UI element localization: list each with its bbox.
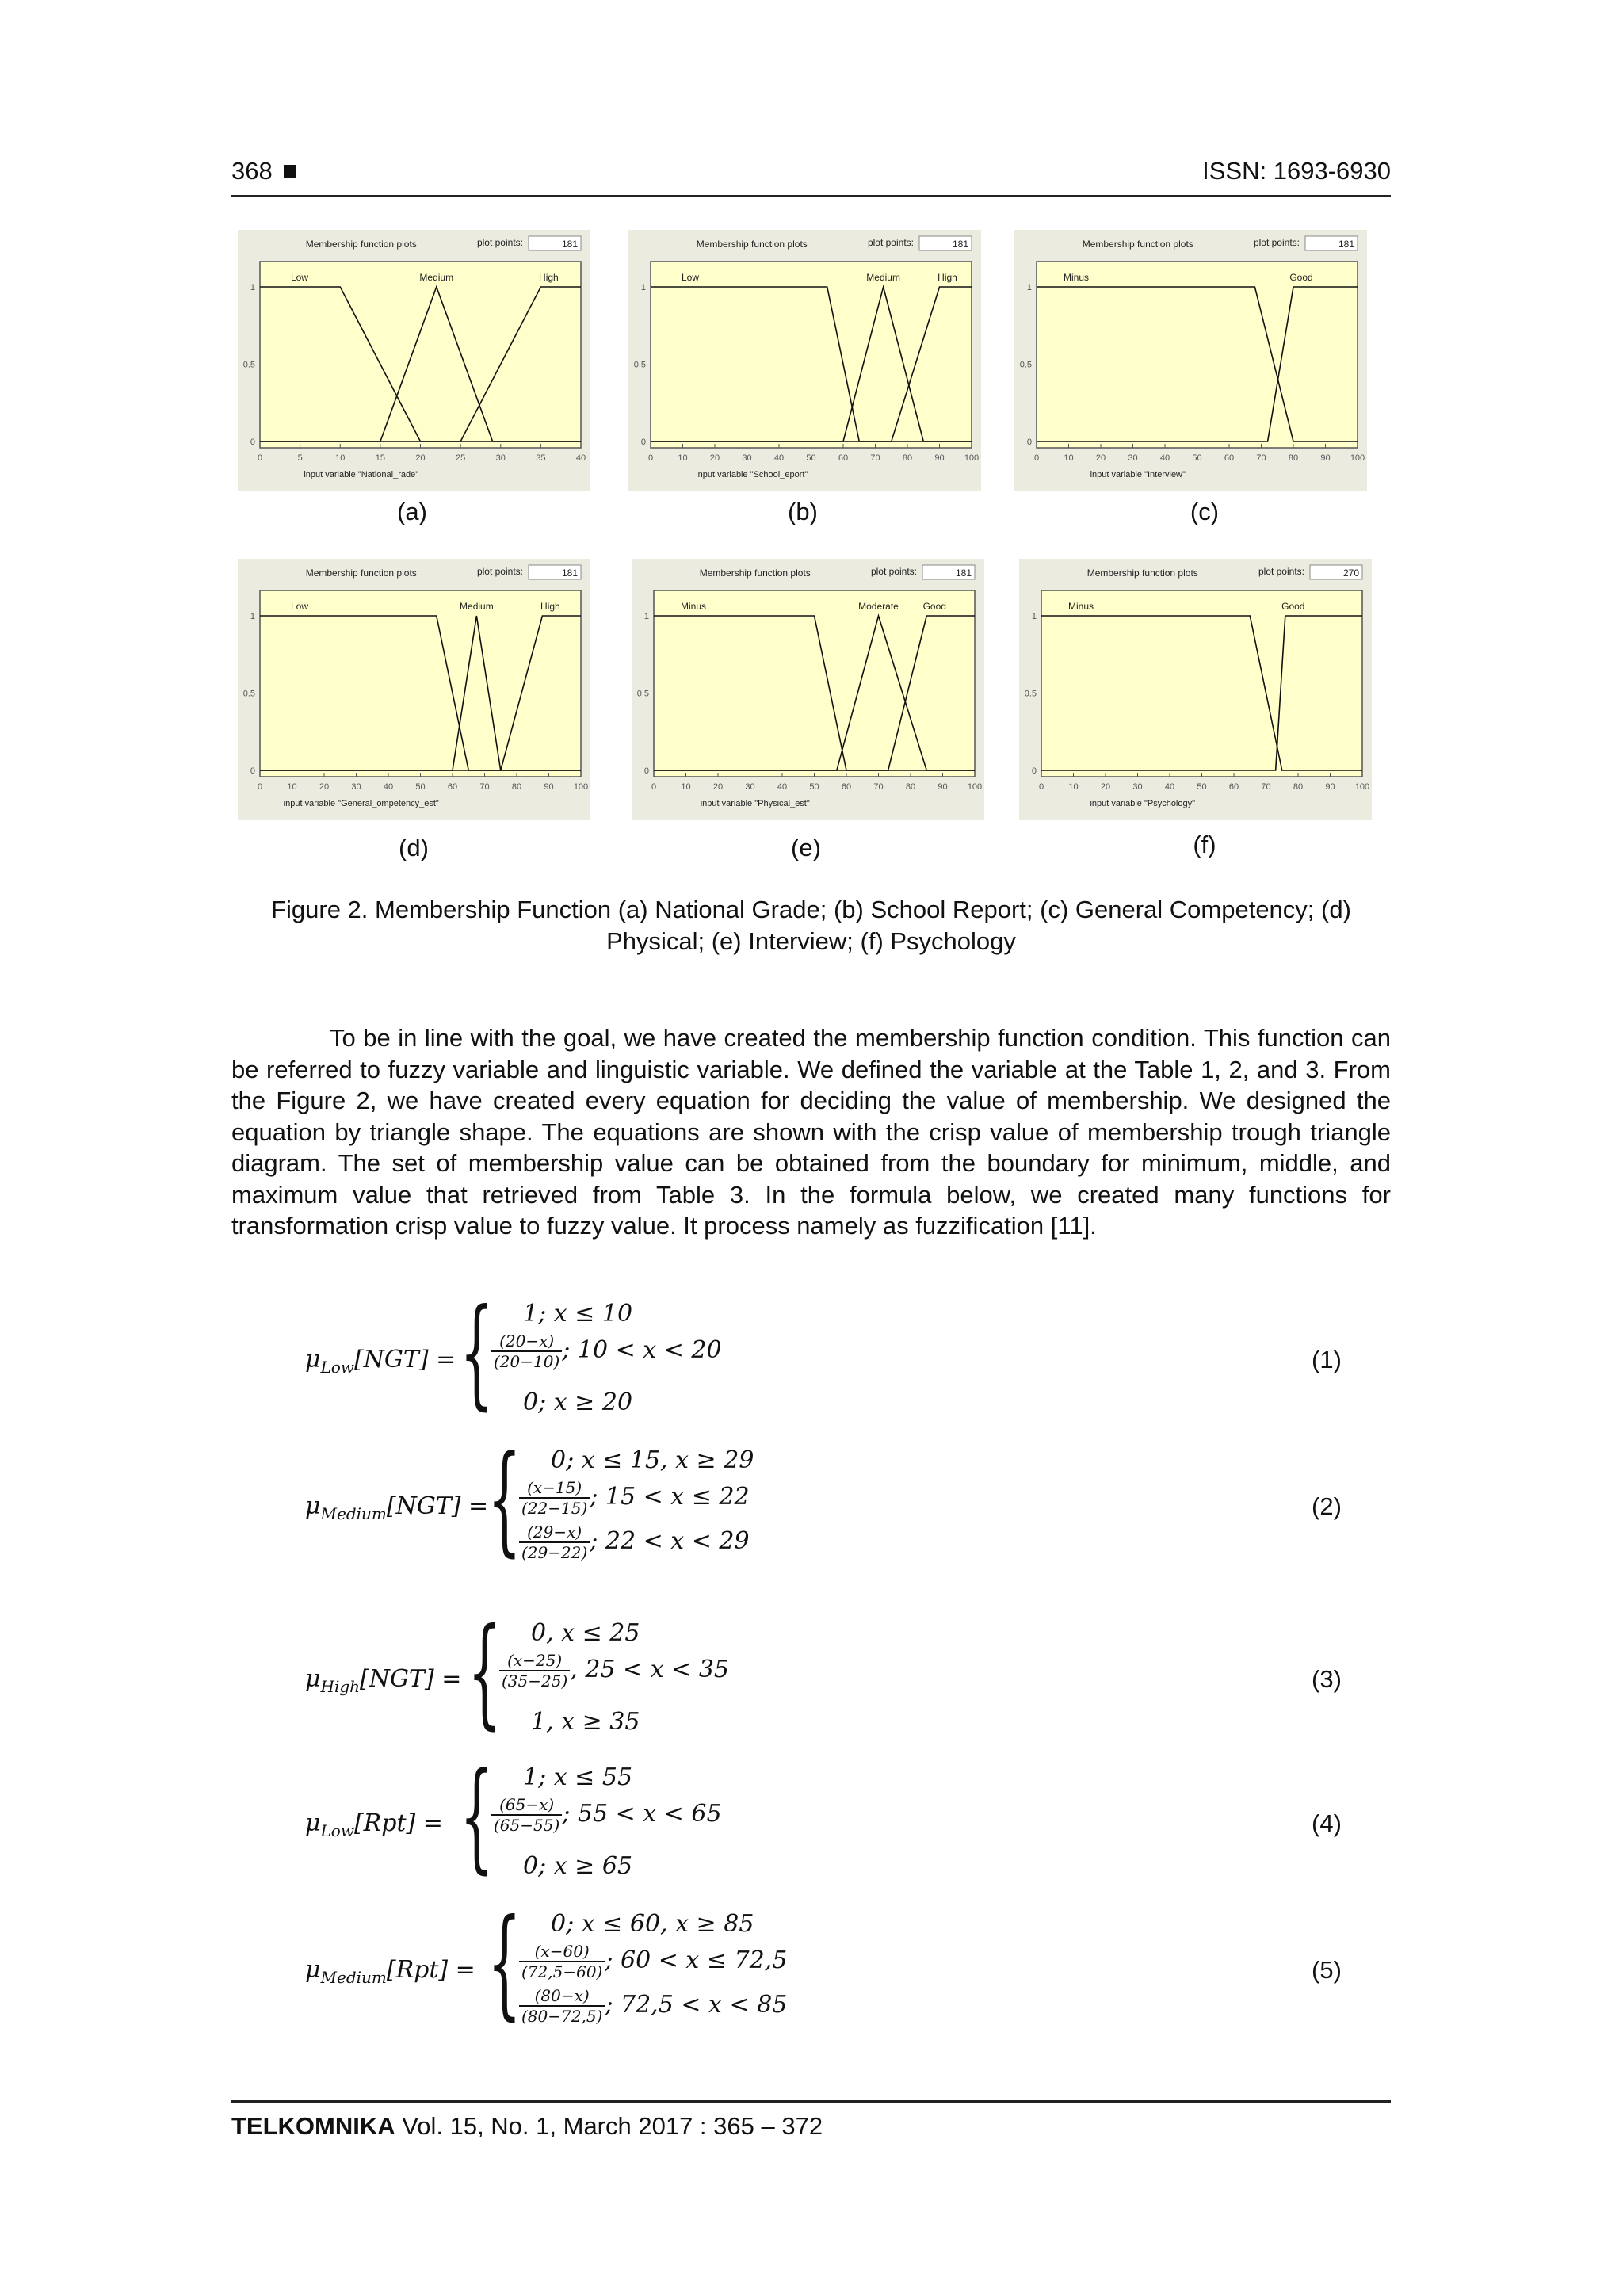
body-paragraph: To be in line with the goal, we have created the membership function condition. This function can be referred to fuzzy variable and linguistic variable. We defined the variable at the Table 1, 2, and 3. From the Figure 2, we have created every equation for deciding the value of membership. We designed the equation by triangle shape. The equations are shown with the crisp value of membership trough triangle diagram. The set of membership value can be obtained from the boundary for minimum, middle, and maximum value that retrieved from Table 3. In the formula below, we created many functions for transformation crisp value to fuzzy value. It process namely as fuzzification [11].	[231, 1024, 1391, 1240]
x-tick-label: 50	[806, 453, 816, 463]
y-tick-label: 0	[1026, 437, 1032, 447]
x-tick-label: 70	[870, 453, 880, 463]
mf-label: Low	[681, 272, 700, 283]
membership-plot-b	[628, 230, 981, 491]
x-tick-label: 5	[297, 453, 303, 463]
plot-title: Membership function plots	[1086, 567, 1198, 579]
equation-case: $\frac{(65-x)}{(65-55)}$ ; 55 < x < 65	[491, 1795, 722, 1835]
equation-lhs: $\mu_{Low}[NGT]$ =	[305, 1346, 456, 1377]
subfigure-label-c: (c)	[1190, 498, 1220, 525]
x-tick-label: 25	[456, 453, 466, 463]
membership-plot-d	[238, 559, 590, 820]
x-tick-label: 80	[1293, 782, 1304, 792]
equation-case: 1; x ≤ 55	[523, 1763, 633, 1791]
x-tick-label: 100	[967, 782, 983, 792]
x-tick-label: 35	[536, 453, 546, 463]
subfigure-label-e: (e)	[791, 834, 821, 861]
x-tick-label: 60	[447, 782, 458, 792]
x-tick-label: 0	[257, 782, 263, 792]
x-tick-label: 0	[647, 453, 654, 463]
y-tick-label: 0	[643, 766, 649, 776]
equation-case: 1; x ≤ 10	[523, 1300, 633, 1328]
equation-case: $\frac{(x-15)}{(22-15)}$ ; 15 < x ≤ 22	[519, 1478, 750, 1518]
plot-points-value: 270	[1342, 567, 1359, 579]
subfigure-label-d: (d)	[399, 834, 429, 861]
x-tick-label: 10	[678, 453, 688, 463]
membership-plot-a	[238, 230, 590, 491]
x-tick-label: 80	[511, 782, 522, 792]
equation-number: (1)	[1312, 1346, 1342, 1373]
x-tick-label: 0	[651, 782, 657, 792]
plot-points-label: plot points:	[476, 566, 523, 577]
equation-case: 0, x ≤ 25	[531, 1619, 640, 1647]
mf-label: High	[539, 272, 559, 283]
equation-case: 0; x ≤ 60, x ≥ 85	[551, 1910, 754, 1938]
y-tick-label: 1	[640, 283, 646, 292]
x-axis-label: input variable "School_eport"	[696, 470, 808, 479]
y-tick-label: 0.5	[242, 360, 255, 370]
equation-lhs: $\mu_{Low}[Rpt]$ =	[305, 1809, 443, 1840]
page-header	[231, 151, 1391, 197]
x-axis-label: input variable "Interview"	[1090, 470, 1186, 479]
x-tick-label: 90	[938, 782, 948, 792]
equation-case: 0; x ≥ 20	[523, 1389, 633, 1416]
y-tick-label: 1	[250, 612, 255, 621]
y-tick-label: 1	[1026, 283, 1032, 292]
plot-points-value: 181	[955, 567, 972, 579]
x-tick-label: 20	[712, 782, 724, 792]
x-tick-label: 90	[544, 782, 554, 792]
equation-number: (5)	[1312, 1956, 1342, 1984]
x-tick-label: 20	[1095, 453, 1106, 463]
x-tick-label: 100	[1350, 453, 1365, 463]
y-tick-label: 0	[250, 437, 255, 447]
plot-points-label: plot points:	[476, 237, 523, 248]
plot-points-label: plot points:	[870, 566, 917, 577]
mf-label: Medium	[866, 272, 900, 283]
x-tick-label: 30	[351, 782, 361, 792]
equation-case: $\frac{(x-25)}{(35-25)}$ , 25 < x < 35	[499, 1651, 729, 1690]
mf-label: Good	[1281, 601, 1305, 612]
x-tick-label: 30	[742, 453, 752, 463]
mf-label: Good	[922, 601, 946, 612]
y-tick-label: 0.5	[242, 689, 255, 699]
left-brace: {	[460, 1284, 494, 1422]
x-tick-label: 30	[1132, 782, 1143, 792]
x-tick-label: 60	[841, 782, 852, 792]
x-tick-label: 30	[1128, 453, 1138, 463]
equation-case: $\frac{(20-x)}{(20-10)}$ ; 10 < x < 20	[491, 1331, 722, 1371]
mf-label: Medium	[460, 601, 494, 612]
left-brace: {	[487, 1431, 521, 1568]
plot-points-value: 181	[561, 567, 578, 579]
plot-title: Membership function plots	[1082, 239, 1193, 250]
plot-svg-d	[238, 559, 590, 820]
mf-label: Good	[1289, 272, 1313, 283]
x-tick-label: 0	[1033, 453, 1040, 463]
plot-title: Membership function plots	[696, 239, 808, 250]
plot-svg-e	[632, 559, 984, 820]
x-tick-label: 60	[1228, 782, 1239, 792]
page-footer	[231, 2100, 1391, 2140]
x-tick-label: 10	[1068, 782, 1079, 792]
equation-number: (2)	[1312, 1492, 1342, 1520]
subfigure-label-a: (a)	[397, 498, 427, 525]
plot-area	[1037, 262, 1358, 448]
mf-label: Medium	[419, 272, 454, 283]
y-tick-label: 0	[640, 437, 646, 447]
x-tick-label: 20	[319, 782, 330, 792]
x-tick-label: 80	[1288, 453, 1299, 463]
x-tick-label: 40	[575, 453, 586, 463]
x-tick-label: 50	[809, 782, 819, 792]
x-tick-label: 60	[1224, 453, 1235, 463]
figure-caption: Figure 2. Membership Function (a) National Grade; (b) School Report; (c) General Competency; (d) Physical; (e) Interview; (f) Psychology	[271, 896, 1351, 955]
x-tick-label: 10	[681, 782, 691, 792]
equation-case: 0; x ≥ 65	[523, 1852, 633, 1880]
left-brace: {	[487, 1894, 521, 2032]
mf-label: Minus	[680, 601, 707, 612]
membership-plot-c	[1014, 230, 1367, 491]
x-tick-label: 70	[873, 782, 884, 792]
mf-label: Low	[290, 272, 309, 283]
x-tick-label: 40	[773, 453, 785, 463]
plot-svg-a	[238, 230, 590, 491]
x-axis-label: input variable "Physical_est"	[700, 799, 810, 808]
mf-label: Moderate	[858, 601, 899, 612]
x-tick-label: 100	[1354, 782, 1370, 792]
plot-points-label: plot points:	[1253, 237, 1300, 248]
plot-area	[260, 590, 581, 777]
plot-svg-f	[1019, 559, 1372, 820]
x-tick-label: 15	[375, 453, 385, 463]
x-tick-label: 20	[1100, 782, 1111, 792]
x-tick-label: 80	[902, 453, 913, 463]
x-tick-label: 40	[1164, 782, 1175, 792]
plot-points-label: plot points:	[867, 237, 914, 248]
x-tick-label: 50	[1192, 453, 1202, 463]
plot-title: Membership function plots	[305, 239, 417, 250]
left-brace: {	[468, 1603, 502, 1741]
x-tick-label: 10	[335, 453, 346, 463]
equation-case: $\frac{(x-60)}{(72,5-60)}$ ; 60 < x ≤ 72,5	[519, 1942, 787, 1981]
plot-area	[260, 262, 581, 448]
x-tick-label: 100	[573, 782, 589, 792]
y-tick-label: 1	[1031, 612, 1037, 621]
x-tick-label: 40	[777, 782, 788, 792]
x-tick-label: 30	[745, 782, 755, 792]
footer-details: Vol. 15, No. 1, March 2017 : 365 – 372	[395, 2112, 823, 2140]
page-number: 368	[231, 157, 296, 185]
x-axis-label: input variable "National_rade"	[304, 470, 419, 479]
y-tick-label: 0.5	[1019, 360, 1032, 370]
y-tick-label: 0	[1031, 766, 1037, 776]
square-bullet-icon	[284, 165, 296, 178]
equation-number: (3)	[1312, 1665, 1342, 1693]
equation-lhs: $\mu_{Medium}[Rpt]$ =	[305, 1956, 475, 1987]
mf-label: High	[540, 601, 560, 612]
x-tick-label: 70	[1261, 782, 1271, 792]
left-brace: {	[460, 1748, 494, 1885]
equation-case: $\frac{(29-x)}{(29-22)}$ ; 22 < x < 29	[519, 1522, 750, 1562]
plot-points-value: 181	[1338, 239, 1354, 250]
x-tick-label: 40	[383, 782, 394, 792]
x-tick-label: 90	[1320, 453, 1331, 463]
y-tick-label: 1	[643, 612, 649, 621]
x-tick-label: 70	[1256, 453, 1266, 463]
plot-points-value: 181	[952, 239, 968, 250]
plot-points-label: plot points:	[1258, 566, 1304, 577]
mf-label: Low	[290, 601, 309, 612]
x-tick-label: 80	[905, 782, 916, 792]
x-tick-label: 50	[1197, 782, 1207, 792]
plot-title: Membership function plots	[305, 567, 417, 579]
plot-svg-c	[1014, 230, 1367, 491]
y-tick-label: 0	[250, 766, 255, 776]
y-tick-label: 1	[250, 283, 255, 292]
x-tick-label: 0	[1038, 782, 1044, 792]
mf-label: Minus	[1063, 272, 1090, 283]
x-tick-label: 10	[1064, 453, 1074, 463]
x-tick-label: 90	[934, 453, 945, 463]
subfigure-label-b: (b)	[788, 498, 818, 525]
x-tick-label: 100	[964, 453, 980, 463]
x-tick-label: 40	[1159, 453, 1170, 463]
plot-points-value: 181	[561, 239, 578, 250]
x-tick-label: 70	[479, 782, 490, 792]
x-tick-label: 60	[838, 453, 849, 463]
mf-label: High	[938, 272, 957, 283]
x-tick-label: 20	[709, 453, 720, 463]
x-tick-label: 10	[287, 782, 297, 792]
equation-case: $\frac{(80-x)}{(80-72,5)}$ ; 72,5 < x < 85	[519, 1986, 787, 2026]
equation-lhs: $\mu_{Medium}[NGT]$ =	[305, 1492, 489, 1523]
journal-name: TELKOMNIKA	[231, 2112, 395, 2140]
x-tick-label: 0	[257, 453, 263, 463]
plot-area	[651, 262, 972, 448]
subfigure-label-f: (f)	[1193, 831, 1216, 858]
plot-area	[1041, 590, 1362, 777]
equation-lhs: $\mu_{High}[NGT]$ =	[305, 1665, 462, 1696]
x-tick-label: 90	[1325, 782, 1335, 792]
membership-plot-e	[632, 559, 984, 820]
y-tick-label: 0.5	[633, 360, 646, 370]
plot-svg-b	[628, 230, 981, 491]
x-tick-label: 50	[415, 782, 426, 792]
x-axis-label: input variable "Psychology"	[1090, 799, 1196, 808]
y-tick-label: 0.5	[636, 689, 649, 699]
mf-label: Minus	[1067, 601, 1094, 612]
x-axis-label: input variable "General_ompetency_est"	[283, 799, 439, 808]
y-tick-label: 0.5	[1024, 689, 1037, 699]
plot-title: Membership function plots	[699, 567, 811, 579]
x-tick-label: 20	[415, 453, 426, 463]
equation-number: (4)	[1312, 1809, 1342, 1837]
equation-case: 1, x ≥ 35	[531, 1708, 640, 1736]
issn: ISSN: 1693-6930	[1202, 157, 1391, 185]
equation-case: 0; x ≤ 15, x ≥ 29	[551, 1446, 754, 1474]
x-tick-label: 30	[495, 453, 506, 463]
footer-citation	[231, 2112, 823, 2141]
membership-plot-f	[1019, 559, 1372, 820]
